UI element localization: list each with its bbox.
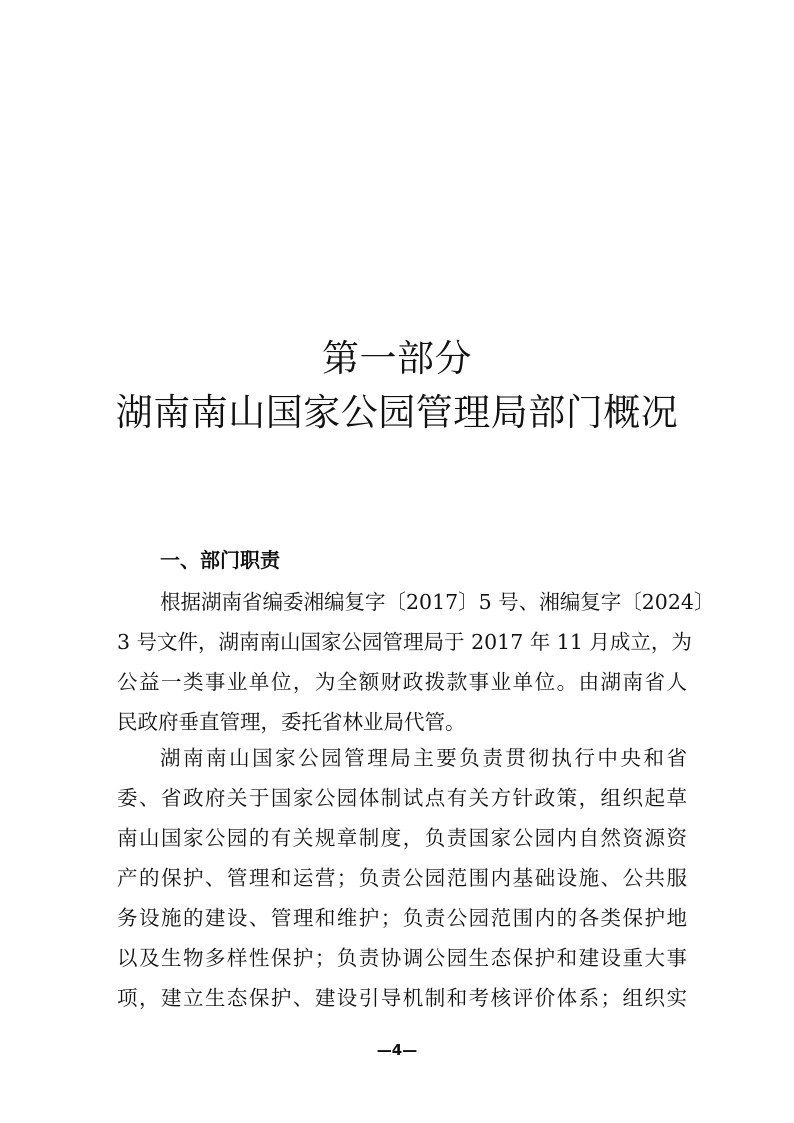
paragraph-line: 湖南南山国家公园管理局主要负责贯彻执行中央和省 <box>160 746 687 770</box>
paragraph-line: 项，建立生态保护、建设引导机制和考核评价体系；组织实 <box>117 986 687 1010</box>
paragraph-line: 以及生物多样性保护；负责协调公园生态保护和建设重大事 <box>117 946 687 970</box>
paragraph-line: 委、省政府关于国家公园体制试点有关方针政策，组织起草 <box>117 786 687 810</box>
paragraph-line: 南山国家公园的有关规章制度，负责国家公园内自然资源资 <box>117 826 687 850</box>
paragraph-responsibilities <box>117 738 687 1018</box>
main-title: 湖南南山国家公园管理局部门概况 <box>115 391 679 434</box>
paragraph-establishment <box>117 582 715 742</box>
paragraph-line: 公益一类事业单位，为全额财政拨款事业单位。由湖南省人 <box>117 670 687 694</box>
paragraph-line: 根据湖南省编委湘编复字〔2017〕5 号、湘编复字〔2024〕 <box>160 590 715 614</box>
section-heading: 一、部门职责 <box>160 548 280 572</box>
paragraph-line: 民政府垂直管理，委托省林业局代管。 <box>117 710 466 734</box>
title-block <box>0 332 794 440</box>
paragraph-line: 3 号文件，湖南南山国家公园管理局于 2017 年 11 月成立，为 <box>117 630 692 654</box>
paragraph-line: 产的保护、管理和运营；负责公园范围内基础设施、公共服 <box>117 866 687 890</box>
paragraph-line: 务设施的建设、管理和维护；负责公园范围内的各类保护地 <box>117 906 687 930</box>
page-number: —4— <box>376 1041 418 1059</box>
part-title: 第一部分 <box>322 337 472 380</box>
